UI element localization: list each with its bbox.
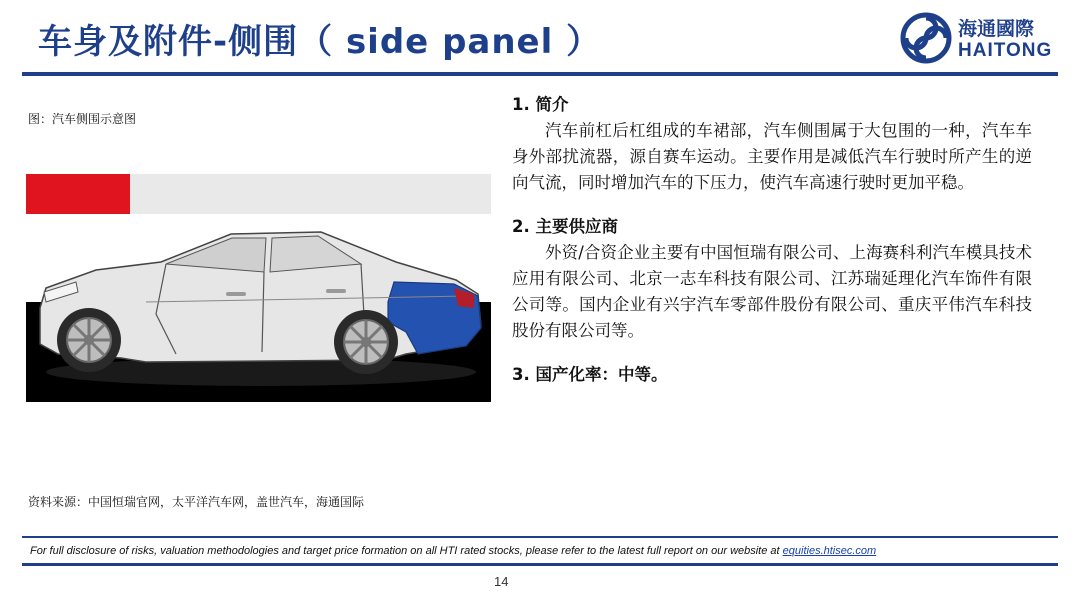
logo-english-text: HAITONG xyxy=(958,40,1053,61)
section-body-intro: 汽车前杠后杠组成的车裙部，汽车侧围属于大包围的一种，汽车车身外部扰流器，源自赛车运动。主要作用是减低汽车行驶时所产生的逆向气流，同时增加汽车的下压力，使汽车高速行驶时更加平稳。 xyxy=(512,121,1032,192)
website-link[interactable]: equities.htisec.com xyxy=(782,545,877,557)
car-side-panel-icon xyxy=(26,222,491,402)
figure-caption: 图：汽车侧围示意图 xyxy=(28,112,137,126)
figure-accent-bar-gray xyxy=(130,174,491,214)
page-title: 车身及附件-侧围（ side panel ） xyxy=(38,22,602,62)
content-text xyxy=(512,92,1032,388)
section-body-suppliers: 外资/合资企业主要有中国恒瑞有限公司、上海赛科利汽车模具技术应用有限公司、北京一志车科技有限公司、江苏瑞延理化汽车饰件有限公司等。国内企业有兴宇汽车零部件股份有限公司、重庆平伟汽车科技股份有限公司等。 xyxy=(512,243,1032,340)
footer-divider-bottom xyxy=(22,563,1058,566)
section-heading-intro: 1. 简介 xyxy=(512,95,569,114)
company-logo xyxy=(900,10,1060,66)
footer-divider-top xyxy=(22,536,1058,538)
logo-chinese-text: 海通國際 xyxy=(958,18,1035,40)
section-heading-suppliers: 2. 主要供应商 xyxy=(512,217,618,236)
section-heading-localization: 3. 国产化率：中等。 xyxy=(512,365,668,384)
page-number: 14 xyxy=(494,574,509,589)
haitong-logo-icon xyxy=(900,12,952,64)
disclosure-body: For full disclosure of risks, valuation methodologies and target price formation on all HTI rated stocks, please refer to the latest full report on our website at xyxy=(30,545,783,557)
disclosure-text xyxy=(30,545,876,557)
header-divider xyxy=(22,72,1058,76)
source-note: 资料来源：中国恒瑞官网，太平洋汽车网，盖世汽车，海通国际 xyxy=(28,495,365,509)
figure-accent-bar-red xyxy=(26,174,130,214)
